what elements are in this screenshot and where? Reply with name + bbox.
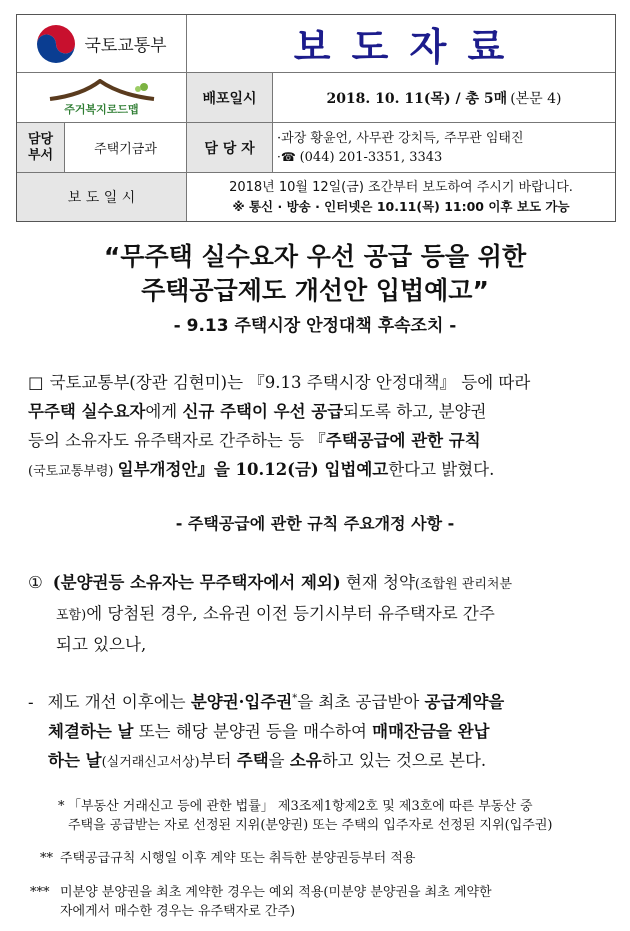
item1-line2: 포함)에 당첨된 경우, 소유권 이전 등기시부터 유주택자로 간주 xyxy=(56,604,495,623)
footnote-1: 「부동산 거래신고 등에 관한 법률」 제3조제1항제2호 및 제3호에 따른 부동산 중 주택을 공급받는 자로 선정된 지위(분양권) 또는 주택의 입주자로 선정된 지위(입주권) xyxy=(68,799,553,833)
distribution-label-cell xyxy=(187,73,273,123)
embargo-line1: 2018년 10월 12일(금) 조간부터 보도하여 주시기 바랍니다. xyxy=(229,180,573,195)
intro-line4: (국토교통부령) 일부개정안』을 10.12(금) 입법예고한다고 밝혔다. xyxy=(28,460,495,479)
manager-value-cell xyxy=(273,123,615,173)
item1-marker: ① xyxy=(28,573,43,592)
ministry-emblem-icon xyxy=(36,24,76,64)
roadmap-logo-text: 주거복지로드맵 xyxy=(64,102,139,116)
embargo-label: 보 도 일 시 xyxy=(67,190,136,206)
distribution-label: 배포일시 xyxy=(202,90,257,107)
dept-value-cell xyxy=(65,123,187,173)
intro-paragraph xyxy=(28,368,618,486)
item1-line1: ① (분양권등 소유자는 무주택자에서 제외) 현재 청약(조합원 관리처분 xyxy=(28,573,513,592)
footnote-2-marker: ** xyxy=(40,851,53,866)
ministry-logo-cell xyxy=(17,15,187,73)
checkbox-bullet-icon: □ xyxy=(28,373,44,392)
manager-label-cell xyxy=(187,123,273,173)
press-release-title-cell xyxy=(187,15,615,73)
section-heading: - 주택공급에 관한 규칙 주요개정 사항 - xyxy=(175,514,455,533)
dept-label-cell xyxy=(17,123,65,173)
roadmap-logo-cell xyxy=(17,73,187,123)
footnote-2: 주택공급규칙 시행일 이후 계약 또는 취득한 분양권등부터 적용 xyxy=(60,851,416,866)
headline-line2: 주택공급제도 개선안 입법예고” xyxy=(141,276,489,305)
dept-value: 주택기금과 xyxy=(94,142,157,157)
manager-phone: (044) 201-3351, 3343 xyxy=(299,149,443,165)
item2-line1: - 제도 개선 이후에는 분양권·입주권*을 최초 공급받아 공급계약을 xyxy=(28,692,505,712)
footnote-1-marker: * xyxy=(58,799,65,814)
footnote-3: 미분양 분양권을 최초 계약한 경우는 예외 적용(미분양 분양권을 최초 계약한 자에게서 매수한 경우는 유주택자로 간주) xyxy=(60,885,492,919)
item2-paragraph xyxy=(28,684,618,777)
item2-line3: 하는 날(실거래신고서상)부터 주택을 소유하고 있는 것으로 본다. xyxy=(48,750,487,770)
item2-marker: - xyxy=(28,692,34,712)
telephone-icon: ·☎ xyxy=(277,149,300,164)
item2-line2: 체결하는 날 또는 해당 분양권 등을 매수하여 매매잔금을 완납 xyxy=(48,721,490,741)
intro-line2: 무주택 실수요자에게 신규 주택이 우선 공급되도록 하고, 분양권 xyxy=(28,402,487,421)
roadmap-roof-logo-icon xyxy=(42,79,162,101)
embargo-label-cell xyxy=(17,173,187,221)
item1-line3: 되고 있으나, xyxy=(56,635,147,654)
intro-line3: 등의 소유자도 유주택자로 간주하는 등 『주택공급에 관한 규칙 xyxy=(28,431,481,450)
distribution-value-cell xyxy=(273,73,615,123)
dept-label-line1: 담당 xyxy=(27,131,54,147)
footnote-3-marker: *** xyxy=(30,885,50,900)
press-release-title: 보 도 자 료 xyxy=(293,25,509,69)
manager-label: 담 당 자 xyxy=(204,140,255,157)
item1-paragraph xyxy=(28,568,618,659)
distribution-page-note: (본문 4) xyxy=(510,90,562,107)
dept-label-line2: 부서 xyxy=(27,147,54,163)
embargo-value-cell xyxy=(187,173,615,221)
intro-line1: □ 국토교통부(장관 김현미)는 『9.13 주택시장 안정대책』 등에 따라 xyxy=(28,373,531,392)
ministry-name: 국토교통부 xyxy=(84,36,167,56)
manager-names: ·과장 황윤언, 사무관 강치득, 주무관 임태진 xyxy=(277,130,524,146)
press-release-header-table xyxy=(16,14,616,222)
headline-line1: “무주택 실수요자 우선 공급 등을 위한 xyxy=(103,242,527,271)
manager-phone-line xyxy=(277,148,442,167)
headline-subtitle: - 9.13 주택시장 안정대책 후속조치 - xyxy=(173,316,457,336)
embargo-line2: ※ 통신 · 방송 · 인터넷은 10.11(목) 11:00 이후 보도 가능 xyxy=(232,199,570,214)
distribution-value: 2018. 10. 11(목) / 총 5매 xyxy=(326,90,508,107)
